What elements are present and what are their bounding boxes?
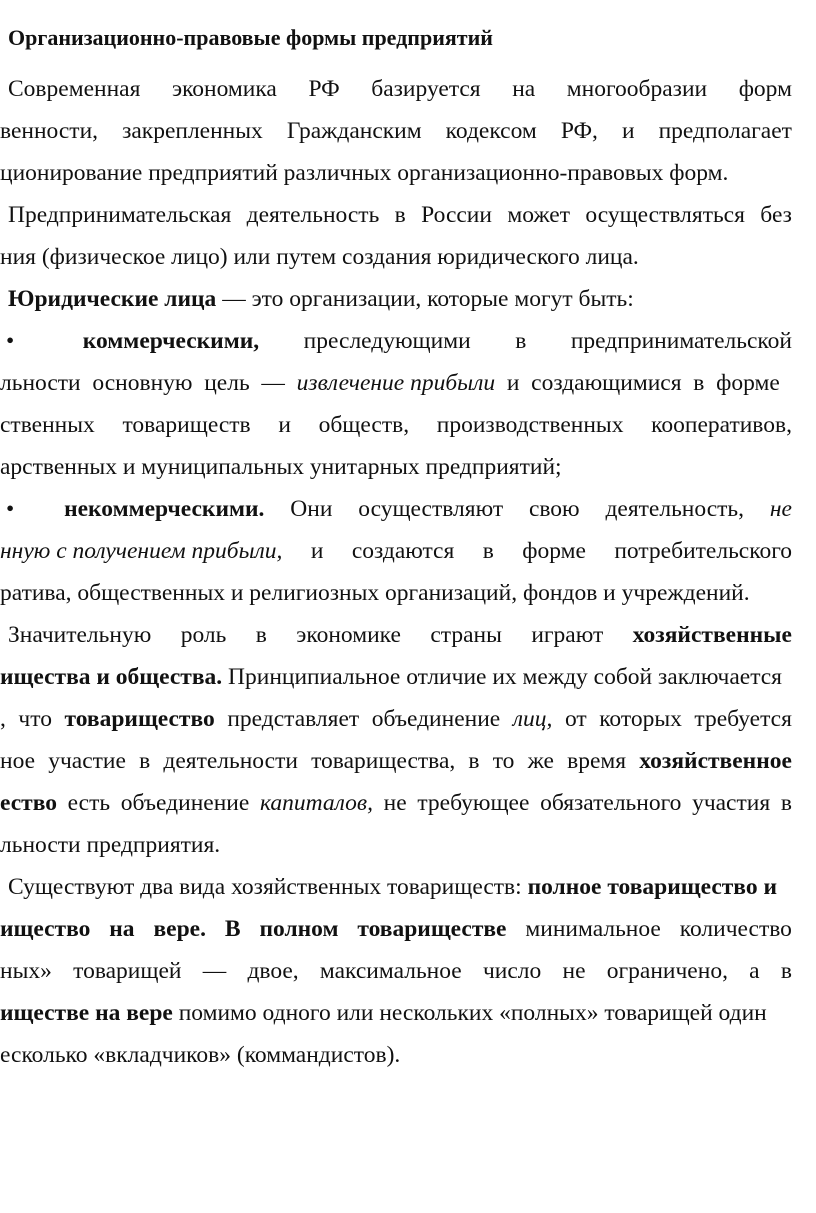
word: минимальное — [525, 916, 661, 942]
word: и — [278, 412, 291, 438]
paragraph-5-line-5 — [0, 1039, 792, 1071]
paragraph-4-line-5 — [0, 787, 792, 819]
word: двое, — [247, 958, 299, 984]
word: то — [492, 748, 515, 774]
italic-term: извлечение прибыли — [296, 370, 496, 396]
word: Современная — [8, 76, 141, 102]
text-run: льности предприятия. — [0, 832, 221, 858]
paragraph-5-line-4 — [0, 997, 792, 1029]
word: время — [567, 748, 627, 774]
bold-term: некоммерческими. — [64, 496, 265, 522]
word: Значительную — [8, 622, 152, 648]
word: форм — [738, 76, 792, 102]
word: предпринимательской — [570, 328, 792, 354]
word: цель — [204, 370, 250, 396]
word: кодексом — [445, 118, 537, 144]
list-item-2-line-2 — [0, 535, 792, 567]
paragraph-1-line-1 — [8, 73, 792, 105]
word: в — [482, 538, 494, 564]
word: ных» — [0, 958, 52, 984]
bold-term: хозяйственные — [632, 622, 792, 648]
text-run: ния (физическое лицо) или путем создания юридического лица. — [0, 244, 639, 270]
word: есть — [67, 790, 111, 816]
paragraph-1-line-2 — [0, 115, 792, 147]
bullet: • — [6, 496, 15, 522]
bold-term: Юридические лица — [8, 286, 217, 312]
bold-term: вере. — [153, 916, 206, 942]
bullet: • — [6, 328, 15, 354]
bold-term: полное товарищество и — [527, 874, 777, 900]
word: РФ — [308, 76, 340, 102]
title-text: Организационно-правовые формы предприятий — [8, 25, 493, 50]
word: свою — [528, 496, 580, 522]
italic-term: капиталов, — [259, 790, 373, 816]
word: преследующими — [303, 328, 471, 354]
word: роль — [180, 622, 227, 648]
word: экономика — [171, 76, 277, 102]
paragraph-4-line-6 — [0, 829, 792, 861]
word: потребительского — [614, 538, 792, 564]
word: предполагает — [658, 118, 792, 144]
paragraph-4-line-3 — [0, 703, 792, 735]
italic-term: нную с получением прибыли, — [0, 538, 283, 564]
text-run: Существуют два вида хозяйственных товариществ: — [8, 874, 528, 900]
word: в — [780, 790, 792, 816]
text-run: — это организации, которые могут быть: — [216, 286, 634, 312]
word: объединение — [120, 790, 250, 816]
word: участие — [48, 748, 126, 774]
word: же — [527, 748, 554, 774]
word: Они — [290, 496, 333, 522]
word: деятельности — [163, 748, 298, 774]
paragraph-2-line-2 — [0, 241, 792, 273]
text-run: есколько «вкладчиков» (коммандистов). — [0, 1042, 401, 1068]
word: осуществляться — [585, 202, 745, 228]
word: товарищей — [73, 958, 182, 984]
list-item-2-line-1 — [0, 493, 792, 525]
bold-term: хозяйственное — [639, 748, 792, 774]
word: страны — [430, 622, 502, 648]
word: в — [394, 202, 406, 228]
word: товариществ — [122, 412, 251, 438]
word: не — [562, 958, 586, 984]
word: которых — [599, 706, 682, 732]
word: льности — [0, 370, 81, 396]
word: РФ, — [560, 118, 598, 144]
word: ственных — [0, 412, 95, 438]
bold-term: товариществе — [357, 916, 507, 942]
word: ограничено, — [606, 958, 728, 984]
word: создаются — [351, 538, 455, 564]
word: форме — [522, 538, 586, 564]
list-item-1-line-4 — [0, 451, 792, 483]
word: кооперативов, — [651, 412, 792, 438]
text-run: ционирование предприятий различных организационно-правовых форм. — [0, 160, 729, 186]
word: максимальное — [319, 958, 462, 984]
paragraph-5-line-2 — [0, 913, 792, 945]
paragraph-1-line-3 — [0, 157, 792, 189]
word: в — [780, 958, 792, 984]
bold-term: на — [109, 916, 135, 942]
paragraph-5-line-1 — [8, 871, 792, 903]
word: от — [564, 706, 587, 732]
word: а — [749, 958, 760, 984]
paragraph-5-line-3 — [0, 955, 792, 987]
word: деятельность — [246, 202, 380, 228]
word: требуется — [694, 706, 792, 732]
word: создающимися — [531, 370, 682, 396]
paragraph-4-line-2 — [0, 661, 792, 693]
paragraph-4-line-1 — [8, 619, 792, 651]
word: что — [18, 706, 52, 732]
word: число — [482, 958, 542, 984]
list-item-2-line-3 — [0, 577, 792, 609]
word: количество — [679, 916, 792, 942]
word: закрепленных — [122, 118, 263, 144]
paragraph-2-line-1 — [8, 199, 792, 231]
word: на — [512, 76, 536, 102]
bold-term: иществе на вере — [0, 1000, 173, 1026]
word: товарищества, — [311, 748, 456, 774]
word: без — [760, 202, 792, 228]
word: играют — [531, 622, 604, 648]
word: Гражданским — [286, 118, 422, 144]
bold-term: товарищество — [64, 706, 215, 732]
list-item-1-line-2 — [0, 367, 792, 399]
word: России — [421, 202, 492, 228]
word: базируется — [371, 76, 481, 102]
italic-term: не — [769, 496, 792, 522]
bold-term: ищество — [0, 916, 91, 942]
word: в — [139, 748, 151, 774]
word: в — [255, 622, 267, 648]
word: — — [261, 370, 285, 396]
italic-term: лиц, — [512, 706, 553, 732]
word: в — [468, 748, 480, 774]
word: может — [507, 202, 570, 228]
text-run: ратива, общественных и религиозных организаций, фондов и учреждений. — [0, 580, 750, 606]
bold-term: ество — [0, 790, 57, 816]
document-title — [8, 22, 792, 54]
word: деятельность, — [605, 496, 744, 522]
word: в — [693, 370, 705, 396]
word: форме — [716, 370, 780, 396]
bold-term: коммерческими, — [82, 328, 260, 354]
word: в — [515, 328, 527, 354]
word: — — [202, 958, 227, 984]
word: Предпринимательская — [8, 202, 232, 228]
bold-term: В — [224, 916, 241, 942]
bold-term: полном — [259, 916, 339, 942]
word: осуществляют — [358, 496, 504, 522]
word: венности, — [0, 118, 99, 144]
text-run: помимо одного или нескольких «полных» товарищей один — [172, 1000, 767, 1026]
word: объединение — [371, 706, 501, 732]
paragraph-4-line-4 — [0, 745, 792, 777]
word: основную — [92, 370, 193, 396]
word: и — [506, 370, 520, 396]
text-run: Принципиальное отличие их между собой заключается — [222, 664, 782, 690]
word: и — [310, 538, 324, 564]
word: ное — [0, 748, 36, 774]
word: участия — [692, 790, 771, 816]
word: , — [0, 706, 6, 732]
word: экономике — [296, 622, 401, 648]
text-run: арственных и муниципальных унитарных предприятий; — [0, 454, 562, 480]
bold-term: ищества и общества. — [0, 664, 223, 690]
word: не — [383, 790, 407, 816]
word: обществ, — [318, 412, 410, 438]
word: производственных — [436, 412, 624, 438]
paragraph-3-line-1 — [8, 283, 792, 315]
word: требующее — [417, 790, 530, 816]
word: представляет — [227, 706, 360, 732]
word: и — [621, 118, 635, 144]
list-item-1-line-1 — [0, 325, 792, 357]
list-item-1-line-3 — [0, 409, 792, 441]
word: многообразии — [566, 76, 708, 102]
word: обязательного — [540, 790, 682, 816]
